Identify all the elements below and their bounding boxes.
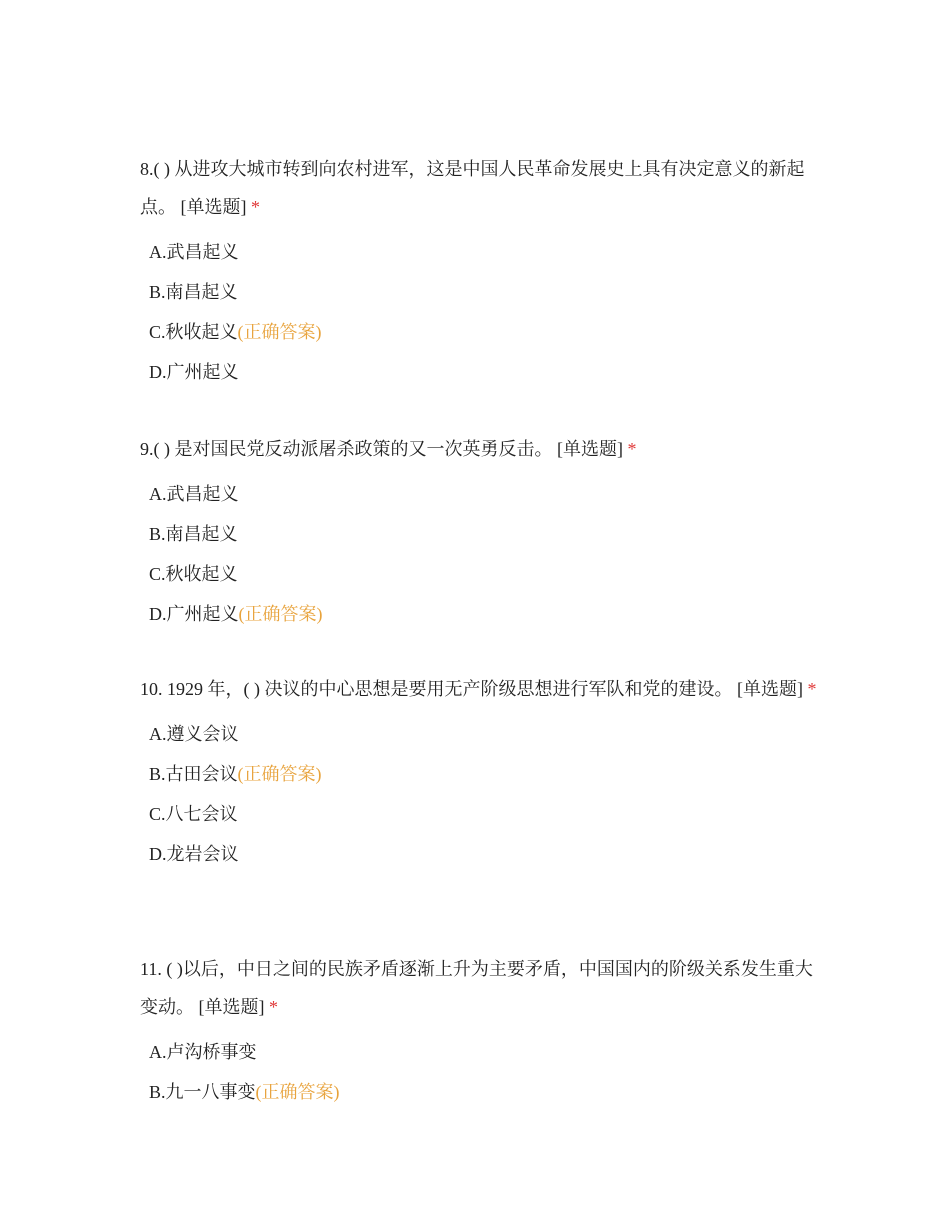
required-mark: *	[627, 439, 637, 459]
correct-answer-tag: (正确答案)	[237, 322, 322, 342]
question-8	[140, 150, 820, 392]
question-text: 9.( ) 是对国民党反动派屠杀政策的又一次英勇反击。 [单选题]	[140, 439, 623, 459]
correct-answer-tag: (正确答案)	[237, 764, 322, 784]
correct-answer-tag: (正确答案)	[255, 1082, 340, 1102]
option-c[interactable]: C.八七会议	[149, 804, 238, 824]
question-text: 10. 1929 年，( ) 决议的中心思想是要用无产阶级思想进行军队和党的建设。 [单选题]	[140, 679, 803, 699]
option-d[interactable]: D.龙岩会议	[149, 844, 239, 864]
question-text: 11. ( )以后，中日之间的民族矛盾逐渐上升为主要矛盾，中国国内的阶级关系发生重大变动。 [单选题]	[140, 959, 813, 1017]
option-list	[149, 474, 820, 634]
question-title	[140, 430, 820, 468]
question-9	[140, 430, 820, 634]
question-title	[140, 150, 820, 226]
question-title	[140, 670, 820, 708]
question-10	[140, 670, 820, 874]
option-d[interactable]: D.广州起义	[149, 362, 239, 382]
option-a[interactable]: A.武昌起义	[149, 242, 239, 262]
option-c[interactable]: C.秋收起义	[149, 564, 238, 584]
required-mark: *	[269, 997, 278, 1017]
required-mark: *	[251, 197, 260, 217]
option-c[interactable]: C.秋收起义(正确答案)	[149, 322, 322, 342]
required-mark: *	[807, 679, 817, 699]
question-title	[140, 950, 820, 1026]
option-b[interactable]: B.古田会议(正确答案)	[149, 764, 322, 784]
option-a[interactable]: A.卢沟桥事变	[149, 1042, 257, 1062]
option-a[interactable]: A.武昌起义	[149, 484, 239, 504]
option-list	[149, 1032, 820, 1112]
option-d[interactable]: D.广州起义(正确答案)	[149, 604, 323, 624]
question-11	[140, 950, 820, 1112]
option-a[interactable]: A.遵义会议	[149, 724, 239, 744]
question-text: 8.( ) 从进攻大城市转到向农村进军，这是中国人民革命发展史上具有决定意义的新起点。 [单选题]	[140, 159, 805, 217]
correct-answer-tag: (正确答案)	[238, 604, 323, 624]
option-list	[149, 714, 820, 874]
option-b[interactable]: B.南昌起义	[149, 282, 238, 302]
option-list	[149, 232, 820, 392]
option-b[interactable]: B.南昌起义	[149, 524, 238, 544]
option-b[interactable]: B.九一八事变(正确答案)	[149, 1082, 340, 1102]
